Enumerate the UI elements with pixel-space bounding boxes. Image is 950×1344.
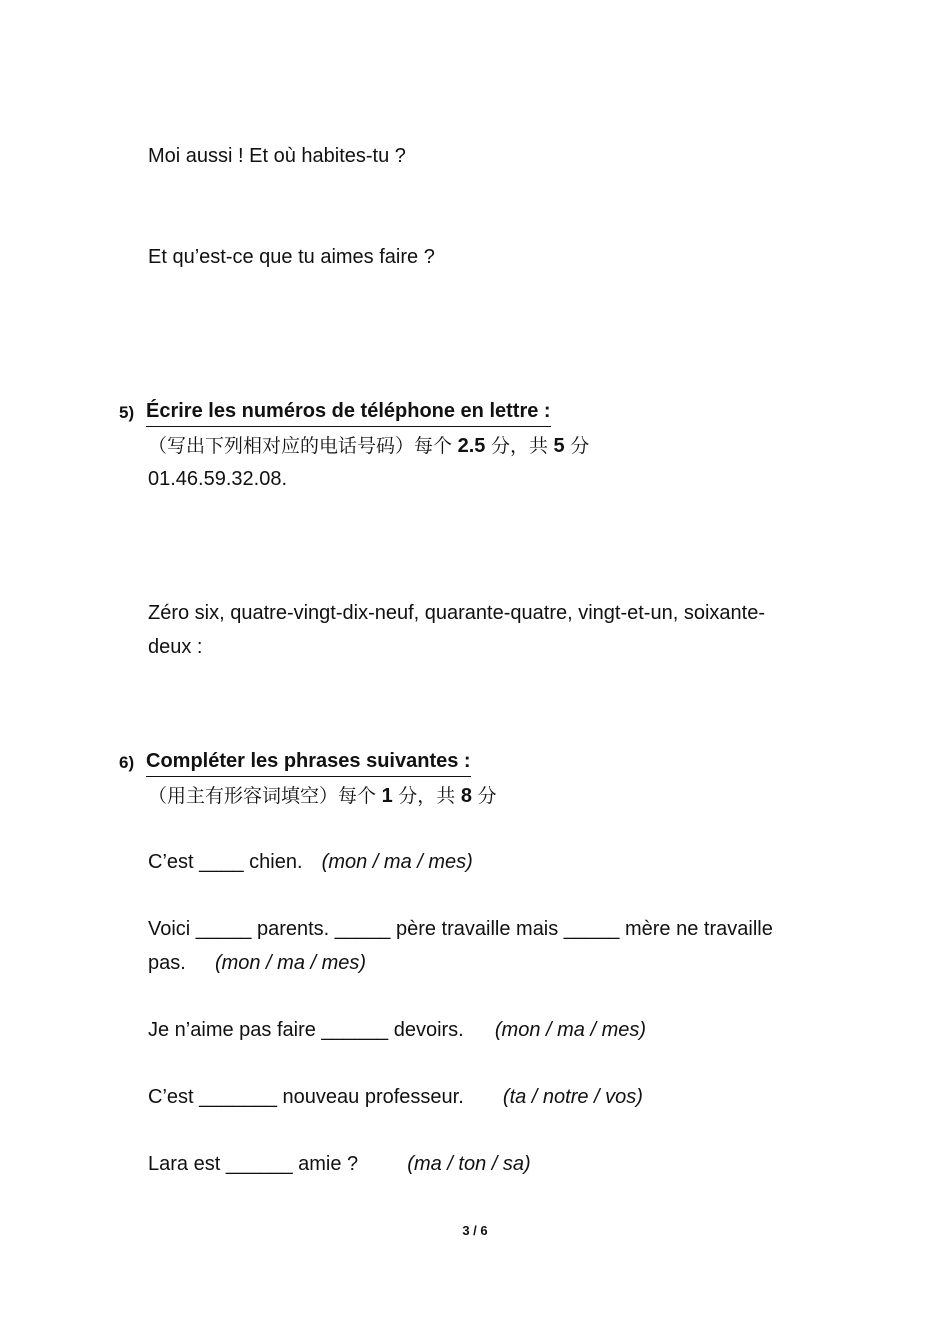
section-5-title: Écrire les numéros de téléphone en lettre :: [146, 398, 551, 427]
sentence-text: C’est _______ nouveau professeur.: [148, 1086, 464, 1108]
dialogue-line-1: Moi aussi ! Et où habites-tu ?: [148, 145, 406, 167]
sentence-2-line-2: [148, 950, 366, 976]
section-6-title: Compléter les phrases suivantes :: [146, 748, 471, 777]
sentence-2-line-1: Voici _____ parents. _____ père travaille mais _____ mère ne travaille: [148, 918, 773, 940]
points-total: 5: [553, 435, 565, 457]
sentence-4: [148, 1084, 643, 1110]
sentence-text: C’est ____ chien.: [148, 851, 303, 873]
answer-options: (mon / ma / mes): [494, 1019, 647, 1041]
sentence-text: Je n’aime pas faire ______ devoirs.: [148, 1019, 464, 1041]
section-6-instruction: [148, 783, 497, 809]
dialogue-line-2: Et qu’est-ce que tu aimes faire ?: [148, 246, 435, 268]
sentence-text: pas.: [148, 952, 186, 974]
points-each: 1: [381, 785, 393, 807]
instruction-text: （用主有形容词填空）每个: [148, 785, 377, 807]
instruction-text: 分，共: [490, 435, 548, 457]
sentence-1: [148, 849, 473, 875]
points-each: 2.5: [457, 435, 486, 457]
phone-words-line-1: Zéro six, quatre-vingt-dix-neuf, quarante-quatre, vingt-et-un, soixante-: [148, 602, 765, 624]
instruction-text: 分: [477, 785, 497, 807]
instruction-text: （写出下列相对应的电话号码）每个: [148, 435, 453, 457]
answer-options: (ma / ton / sa): [407, 1153, 531, 1175]
phone-number: 01.46.59.32.08.: [148, 468, 288, 490]
points-total: 8: [460, 785, 472, 807]
sentence-text: Lara est ______ amie ?: [148, 1153, 359, 1175]
page-number: 3 / 6: [462, 1223, 488, 1238]
answer-options: (mon / ma / mes): [214, 952, 367, 974]
section-5-number: 5): [119, 403, 135, 422]
instruction-text: 分，共: [398, 785, 456, 807]
section-6-number: 6): [119, 753, 135, 772]
phone-words-line-2: deux :: [148, 636, 203, 658]
sentence-3: [148, 1017, 646, 1043]
sentence-5: [148, 1151, 531, 1177]
answer-options: (mon / ma / mes): [321, 851, 473, 873]
section-5-instruction: [148, 433, 589, 459]
answer-options: (ta / notre / vos): [502, 1086, 643, 1108]
instruction-text: 分: [570, 435, 590, 457]
